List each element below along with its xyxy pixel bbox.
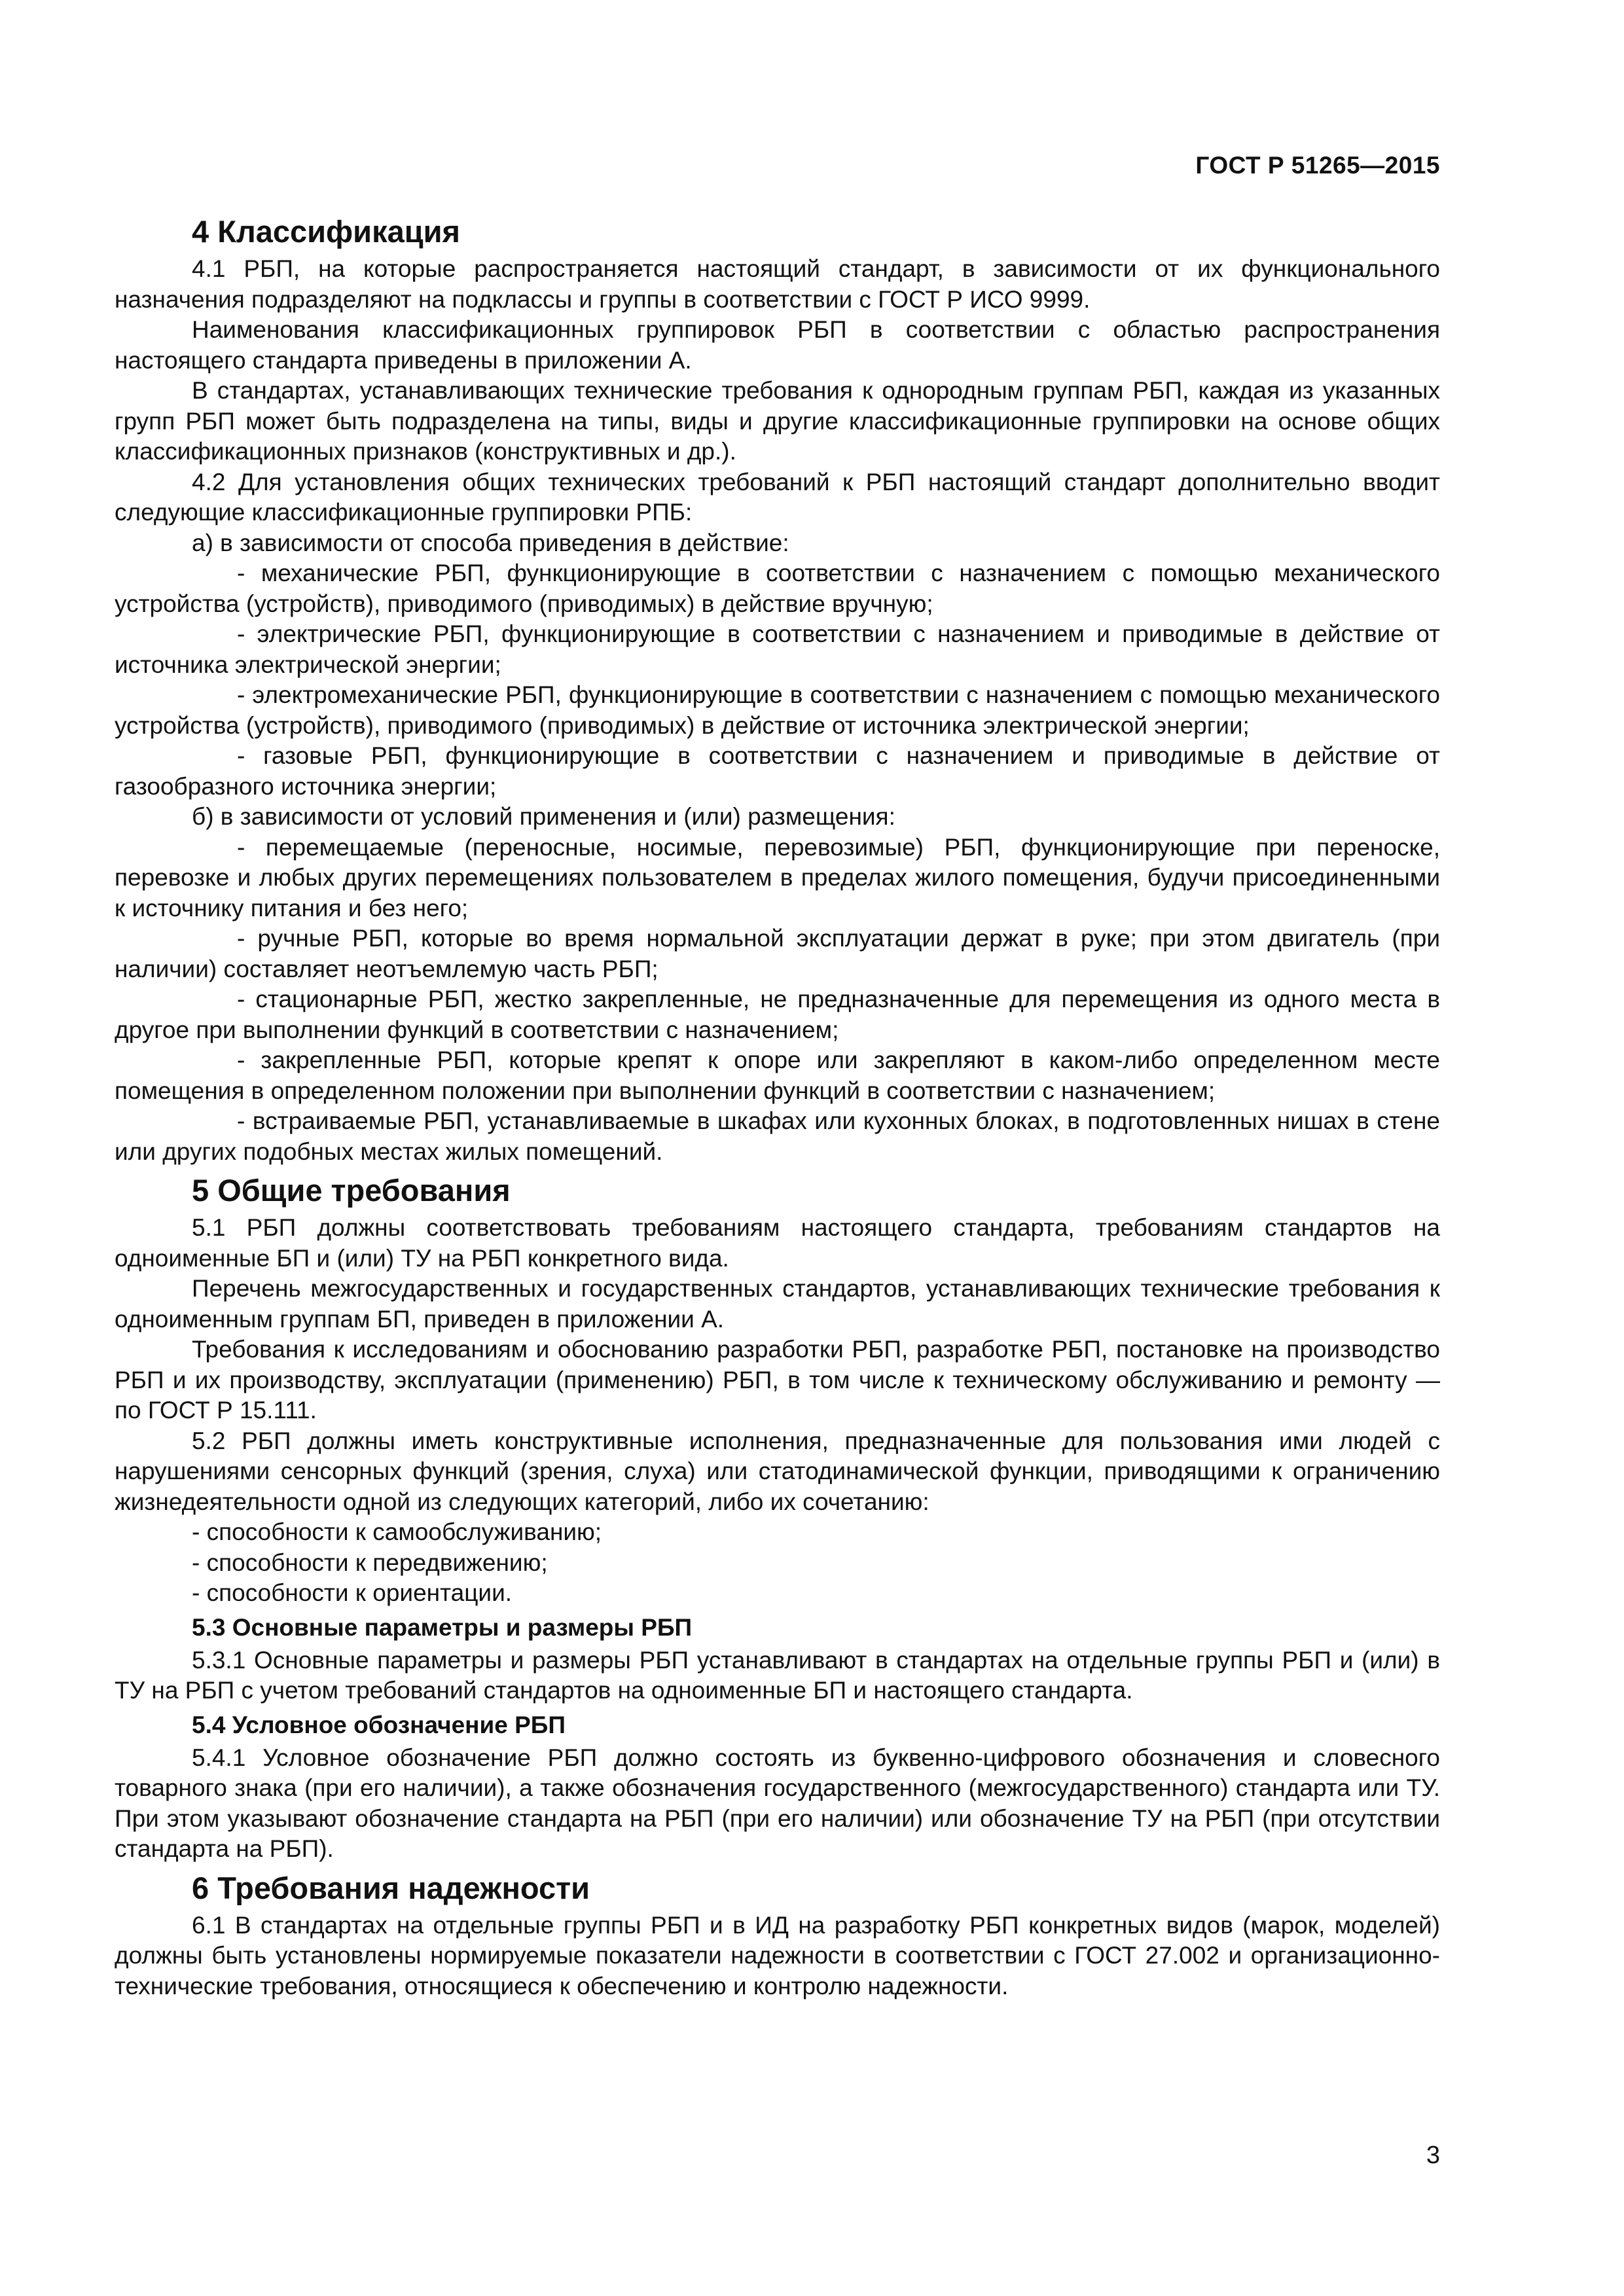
list-a-item-electrical: - электрические РБП, функционирующие в соответствии с назначением и приводимые в действие от источника электрической энергии; <box>115 620 1440 678</box>
section-5-title: 5 Общие требования <box>192 1173 511 1208</box>
paragraph-4-1: 4.1 РБП, на которые распространяется настоящий стандарт, в зависимости от их функционального назначения подразделяют на подклассы и группы в соответствии с ГОСТ Р ИСО 9999. <box>115 255 1440 313</box>
paragraph-5-2: 5.2 РБП должны иметь конструктивные исполнения, предназначенные для пользования ими людей с нарушениями сенсорных функций (зрения, слуха) или статодинамической функции, приводящими к ограничению жизнедеятельности одной из следующих категорий, либо их сочетанию: <box>115 1427 1440 1515</box>
list-a-item-electromechanical: - электромеханические РБП, функционирующие в соответствии с назначением с помощью механического устройства (устройств), приводимого (приводимых) в действие от источника электрической энергии; <box>115 681 1440 739</box>
page-number: 3 <box>1426 2142 1440 2169</box>
paragraph-5-4-1: 5.4.1 Условное обозначение РБП должно состоять из буквенно-цифрового обозначения и словесного товарного знака (при его наличии), а также обозначения государственного (межгосударственного) стандарта или ТУ. При этом указывают обозначение стандарта на РБП (при его наличии) или обозначение ТУ на РБП (при отсутствии стандарта на РБП). <box>115 1744 1440 1862</box>
list-item-self-care: - способности к самообслуживанию; <box>192 1518 602 1545</box>
list-item-mobility: - способности к передвижению; <box>192 1549 548 1576</box>
standard-code-header: ГОСТ Р 51265—2015 <box>1195 152 1440 179</box>
paragraph-4-1-names: Наименования классификационных группировок РБП в соответствии с областью распространения настоящего стандарта приведены в приложении А. <box>115 316 1440 374</box>
list-a-item-mechanical: - механические РБП, функционирующие в соответствии с назначением с помощью механического устройства (устройств), приводимого (приводимых) в действие вручную; <box>115 560 1440 617</box>
list-item-orientation: - способности к ориентации. <box>192 1579 513 1606</box>
paragraph-5-1-list-of-standards: Перечень межгосударственных и государственных стандартов, устанавливающих технические требования к одноименным группам БП, приведен в приложении А. <box>115 1275 1440 1333</box>
document-page <box>115 0 1440 2296</box>
list-b-item-fixed: - закрепленные РБП, которые крепят к опоре или закрепляют в каком-либо определенном месте помещения в определенном положении при выполнении функций в соответствии с назначением; <box>115 1047 1440 1104</box>
document-body <box>115 208 1440 2001</box>
section-4-title: 4 Классификация <box>192 214 460 249</box>
list-b-item-handheld: - ручные РБП, которые во время нормальной эксплуатации держат в руке; при этом двигатель (при наличии) составляет неотъемлемую часть РБП; <box>115 925 1440 982</box>
section-5-4-title: 5.4 Условное обозначение РБП <box>192 1711 566 1738</box>
paragraph-5-1-requirements: Требования к исследованиям и обоснованию разработки РБП, разработке РБП, постановке на производство РБП и их производству, эксплуатации (применению) РБП, в том числе к техническому обслуживанию и ремонту — по ГОСТ Р 15.111. <box>115 1336 1440 1424</box>
paragraph-5-1: 5.1 РБП должны соответствовать требованиям настоящего стандарта, требованиям стандартов на одноименные БП и (или) ТУ на РБП конкретного вида. <box>115 1214 1440 1272</box>
paragraph-5-3-1: 5.3.1 Основные параметры и размеры РБП устанавливают в стандартах на отдельные группы РБП и (или) в ТУ на РБП с учетом требований стандартов на одноименные БП и настоящего стандарта. <box>115 1646 1440 1704</box>
list-a-item-gas: - газовые РБП, функционирующие в соответствии с назначением и приводимые в действие от газообразного источника энергии; <box>115 742 1440 800</box>
paragraph-4-2: 4.2 Для установления общих технических требований к РБП настоящий стандарт дополнительно вводит следующие классификационные группировки РПБ: <box>115 468 1440 526</box>
paragraph-4-1-standards: В стандартах, устанавливающих технические требования к однородным группам РБП, каждая из указанных групп РБП может быть подразделена на типы, виды и другие классификационные группировки на основе общих классификационных признаков (конструктивных и др.). <box>115 377 1440 465</box>
list-b-item-built-in: - встраиваемые РБП, устанавливаемые в шкафах или кухонных блоках, в подготовленных нишах в стене или других подобных местах жилых помещений. <box>115 1107 1440 1165</box>
list-a-title: а) в зависимости от способа приведения в действие: <box>192 529 789 556</box>
list-b-item-stationary: - стационарные РБП, жестко закрепленные, не предназначенные для перемещения из одного места в другое при выполнении функций в соответствии с назначением; <box>115 986 1440 1043</box>
section-6-title: 6 Требования надежности <box>192 1870 590 1905</box>
list-b-item-movable: - перемещаемые (переносные, носимые, перевозимые) РБП, функционирующие при переноске, перевозке и любых других перемещениях пользователем в пределах жилого помещения, будучи присоединенными к источнику питания и без него; <box>115 833 1440 922</box>
list-b-title: б) в зависимости от условий применения и (или) размещения: <box>192 803 895 830</box>
section-5-3-title: 5.3 Основные параметры и размеры РБП <box>192 1613 693 1641</box>
paragraph-6-1: 6.1 В стандартах на отдельные группы РБП и в ИД на разработку РБП конкретных видов (марок, моделей) должны быть установлены нормируемые показатели надежности в соответствии с ГОСТ 27.002 и организационно-технические требования, относящиеся к обеспечению и контролю надежности. <box>115 1911 1440 2000</box>
